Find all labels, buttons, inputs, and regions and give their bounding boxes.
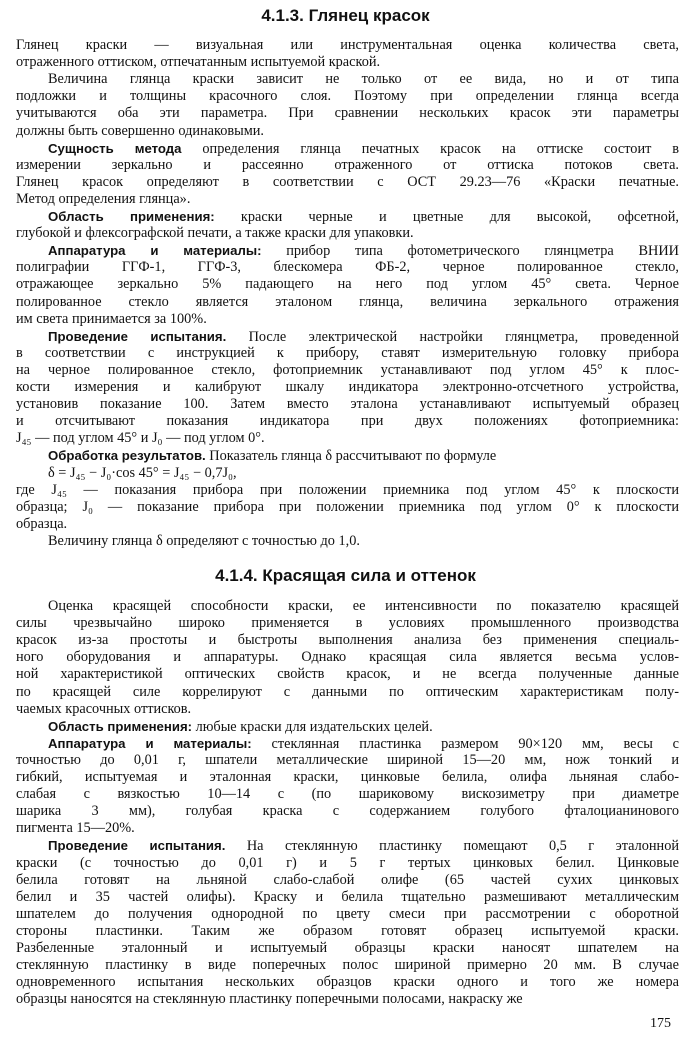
line-text: гибкий, испытуемая и эталонная краски, цинковые белила, олифа льняная слабо- <box>16 769 679 785</box>
line-text: краски (с точностью до 0,01 г) и 5 г тертых цинковых белил. Цинковые <box>16 854 679 871</box>
text-line <box>16 615 679 632</box>
text-line <box>16 430 679 447</box>
text-line <box>16 974 679 991</box>
page-number: 175 <box>650 1016 671 1031</box>
text-line <box>16 769 679 786</box>
text-line <box>48 71 679 88</box>
text-line <box>16 311 679 328</box>
text-line <box>16 259 679 276</box>
run-in-heading: Проведение испытания. <box>48 328 227 344</box>
line-text: Оценка красящей способности краски, ее интенсивности по показателю красящей <box>48 598 679 614</box>
line-text: подложки и толщины красочного слоя. Поэтому при определении глянца всегда <box>16 88 679 105</box>
text-line <box>16 499 679 516</box>
line-text: им света принимается за 100%. <box>16 310 207 327</box>
run-in-heading: Область применения: <box>48 209 215 224</box>
text-line <box>16 191 679 208</box>
line-text: отражающее зеркально 5% падающего на него под углом 45° света. Черное <box>16 276 679 293</box>
text-line <box>16 516 679 533</box>
line-text: отраженного оттиском, отпечатанным испытуемой краской. <box>16 54 381 71</box>
text-line <box>16 413 679 430</box>
line-text: белила готовят на льняной слабо-слабой олифе (65 частей сухих цинковых <box>16 871 679 888</box>
text-line <box>16 174 679 191</box>
line-text: После электрической настройки глянцметра, проведенной <box>226 328 679 345</box>
text-line <box>16 105 679 122</box>
text-line <box>48 328 679 345</box>
line-text: измерении зеркально и рассеянно отраженного от оттиска потоков света. <box>16 156 679 173</box>
text-line <box>16 906 679 923</box>
line-text: δ = J₄₅ − J₀·cos 45° = J₄₅ − 0,7J₀, <box>48 464 237 481</box>
text-line <box>48 208 679 225</box>
line-text: Разбеленные эталонный и испытуемый образцы краски наносят шпателем на <box>16 940 679 956</box>
line-text: шпателем до получения однородной по цвету смеси при рассмотрении с оборотной <box>16 905 679 922</box>
text-line <box>16 632 679 649</box>
text-line <box>16 752 679 769</box>
line-text: образца. <box>16 515 68 532</box>
text-line <box>16 786 679 803</box>
line-text: слабая с вязкостью 10—14 с (по шариковому вискозиметру при диаметре <box>16 786 679 803</box>
text-line <box>48 533 679 550</box>
line-text: определения глянца печатных красок на оттиске состоит в <box>181 140 679 157</box>
text-line <box>16 649 679 666</box>
line-text: прибор типа фотометрического глянцметра ВНИИ <box>261 243 679 260</box>
text-line <box>16 362 679 379</box>
line-text: силы чрезвычайно широко применяется в условиях промышленного производства <box>16 615 679 632</box>
line-text: кости измерения и калибруют шкалу индикатора электронно-отсчетного устройства, <box>16 379 679 395</box>
text-line <box>16 345 679 362</box>
line-text: точностью до 0,01 г, шпатели металлические шириной 15—20 мм, нож тонкий и <box>16 751 679 768</box>
text-line <box>16 123 679 140</box>
line-text: чаемых красочных оттисков. <box>16 700 192 717</box>
text-line <box>16 940 679 957</box>
line-text: любые краски для издательских целей. <box>192 718 433 735</box>
text-line <box>16 157 679 174</box>
text-line <box>16 991 679 1008</box>
run-in-heading: Область применения: <box>48 718 193 734</box>
run-in-heading: Обработка результатов. <box>48 448 206 464</box>
text-line <box>16 820 679 837</box>
line-text: ного оборудования и аппаратуры. Однако красящая сила является весьма услов- <box>16 649 679 666</box>
text-line <box>48 837 679 854</box>
run-in-heading: Аппаратура и материалы: <box>48 735 252 751</box>
text-line <box>16 957 679 974</box>
line-text: Показатель глянца δ рассчитывают по формуле <box>205 448 497 465</box>
line-text: стороны пластинки. Таким же образом готовят образец испытуемой краски. <box>16 922 679 939</box>
line-text: пигмента 15—20%. <box>16 820 135 837</box>
text-line <box>16 889 679 906</box>
text-line <box>16 396 679 413</box>
line-text: Величина глянца краски зависит не только от ее вида, но и от типа <box>48 71 679 88</box>
line-text: установив показание 100. Затем вместо эталона устанавливают испытуемый образец <box>16 396 679 413</box>
line-text: На стеклянную пластинку помещают 0,5 г эталонной <box>225 838 679 855</box>
text-line <box>16 294 679 311</box>
line-text: в соответствии с инструкцией к прибору, ставят измерительную головку прибора <box>16 344 679 361</box>
line-text: Глянец красок определяют в соответствии с ОСТ 29.23—76 «Краски печатные. <box>16 173 679 190</box>
line-text: глубокой и флексографской печати, а также краски для упаковки. <box>16 225 414 242</box>
run-in-heading: Сущность метода <box>48 140 182 156</box>
line-text: учитываются оба эти параметра. При сравнении нескольких красок эти параметры <box>16 105 679 122</box>
text-line <box>16 684 679 701</box>
text-line <box>16 482 679 499</box>
line-text: шарика 3 мм), голубая краска с содержанием голубого фталоцианинового <box>16 803 679 820</box>
text-line <box>48 242 679 259</box>
text-line <box>16 88 679 105</box>
text-line <box>48 735 679 752</box>
text-line <box>48 140 679 157</box>
text-line <box>48 465 679 482</box>
text-line <box>16 37 679 54</box>
line-text: где J₄₅ — показания прибора при положении приемника под углом 45° к плоскости <box>16 481 679 498</box>
line-text: Метод определения глянца». <box>16 190 191 207</box>
text-line <box>48 718 679 735</box>
section-heading-4-1-4: 4.1.4. Красящая сила и оттенок <box>215 566 476 585</box>
line-text: краски черные и цветные для высокой, офсетной, <box>214 209 679 225</box>
line-text: должны быть совершенно одинаковыми. <box>16 122 264 139</box>
text-line <box>16 379 679 396</box>
line-text: Глянец краски — визуальная или инструментальная оценка количества света, <box>16 37 679 53</box>
run-in-heading: Аппаратура и материалы: <box>48 243 262 259</box>
text-line <box>16 855 679 872</box>
line-text: одновременного испытания нескольких образцов краски одного и того же номера <box>16 974 679 991</box>
text-line <box>16 872 679 889</box>
text-line <box>16 276 679 293</box>
line-text: J₄₅ — под углом 45° и J₀ — под углом 0°. <box>16 430 265 447</box>
section-heading-4-1-3: 4.1.3. Глянец красок <box>261 6 430 25</box>
line-text: и отсчитывают показания индикатора при двух положениях фотоприемника: <box>16 413 679 430</box>
text-line <box>16 666 679 683</box>
line-text: по красящей силе коррелируют с данными по оптическим характеристикам полу- <box>16 683 679 700</box>
text-line <box>48 447 679 464</box>
line-text: Величину глянца δ определяют с точностью до 1,0. <box>48 532 360 549</box>
text-line <box>16 923 679 940</box>
text-line <box>16 701 679 718</box>
run-in-heading: Проведение испытания. <box>48 838 226 854</box>
line-text: белил и 35 частей олифы). Краску и белила тщательно размешивают металлическим <box>16 888 679 905</box>
line-text: полированное стекло является эталоном глянца, величина зеркального отражения <box>16 293 679 310</box>
line-text: образцы наносятся на стеклянную пластинку поперечными полосами, накраску же <box>16 991 523 1008</box>
text-line <box>16 803 679 820</box>
line-text: стеклянную пластинку в виде поперечных полос шириной примерно 20 мм. В случае <box>16 957 679 974</box>
text-line <box>48 598 679 615</box>
line-text: ной характеристикой оптических свойств красок, и не всегда полученные данные <box>16 666 679 683</box>
line-text: красок из-за простоты и быстроты выполнения анализа без применения специаль- <box>16 632 679 649</box>
text-line <box>16 54 679 71</box>
line-text: на черное полированное стекло, фотоприемник устанавливают под углом 45° к плос- <box>16 361 679 378</box>
text-line <box>16 225 679 242</box>
line-text: полиграфии ГГФ-1, ГГФ-3, блескомера ФБ-2, черное полированное стекло, <box>16 259 679 276</box>
line-text: образца; J₀ — показание прибора при положении приемника под углом 0° к плоскости <box>16 498 679 515</box>
line-text: стеклянная пластинка размером 90×120 мм, весы с <box>251 735 679 752</box>
